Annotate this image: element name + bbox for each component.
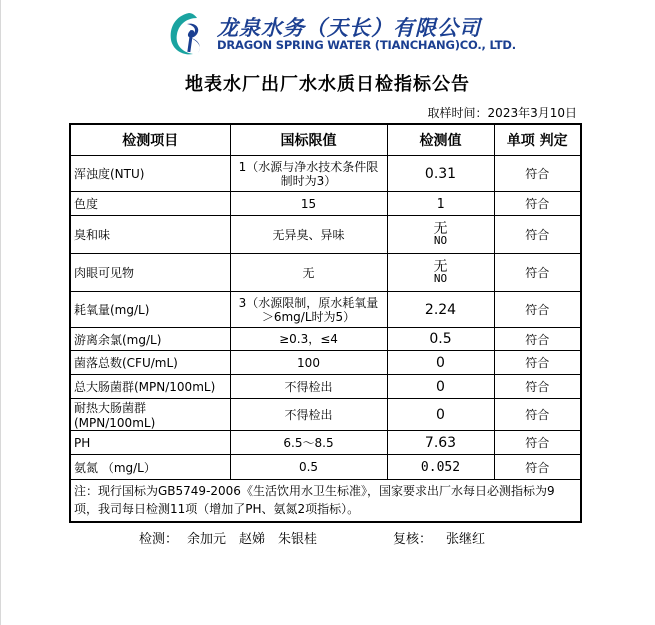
company-name-cn: 龙泉水务（天长）有限公司 bbox=[217, 16, 481, 40]
note-text: 注：现行国标为GB5749-2006《生活饮用水卫生标准》，国家要求出厂水每日必测指标为9项，我司每日检测11项（增加了PH、氨氮2项指标）。 bbox=[70, 480, 581, 522]
inspector-names: 余加元 赵娣 朱银桂 bbox=[187, 532, 318, 547]
company-name-en: DRAGON SPRING WATER (TIANCHANG)CO., LTD. bbox=[217, 38, 516, 52]
header-verdict: 单项 判定 bbox=[494, 124, 581, 156]
limit-cell: 3（水源限制，原水耗氧量＞6mg/L时为5） bbox=[230, 292, 387, 328]
table-row bbox=[70, 216, 581, 254]
table-row bbox=[70, 351, 581, 375]
item-cell: 氨氮 （mg/L） bbox=[70, 455, 230, 480]
table-row bbox=[70, 328, 581, 351]
value-cell: 0.31 bbox=[387, 156, 494, 192]
value-cell: 0.5 bbox=[387, 328, 494, 351]
value-cell bbox=[387, 455, 494, 480]
table-row bbox=[70, 455, 581, 480]
value-cell: 0 bbox=[387, 399, 494, 431]
value-cell: 0 bbox=[387, 375, 494, 399]
verdict-cell: 符合 bbox=[494, 351, 581, 375]
table-row bbox=[70, 254, 581, 292]
limit-cell: 不得检出 bbox=[230, 375, 387, 399]
value-cell bbox=[387, 216, 494, 254]
header-value: 检测值 bbox=[387, 124, 494, 156]
limit-cell: 无异臭、异味 bbox=[230, 216, 387, 254]
table-row bbox=[70, 192, 581, 216]
reviewer-name: 张继红 bbox=[446, 532, 486, 547]
table-row bbox=[70, 375, 581, 399]
value-cell: 0 bbox=[387, 351, 494, 375]
verdict-cell: 符合 bbox=[494, 375, 581, 399]
item-cell: 耗氧量(mg/L) bbox=[70, 292, 230, 328]
reviewer-label: 复核： bbox=[393, 532, 433, 547]
verdict-cell: 符合 bbox=[494, 254, 581, 292]
value-text: 无 bbox=[433, 258, 448, 275]
value-cell: 2.24 bbox=[387, 292, 494, 328]
item-cell: 浑浊度(NTU) bbox=[70, 156, 230, 192]
value-text: 0.052 bbox=[420, 460, 461, 475]
note-row bbox=[70, 480, 581, 522]
limit-cell: 不得检出 bbox=[230, 399, 387, 431]
item-cell: 臭和味 bbox=[70, 216, 230, 254]
value-text: 1 bbox=[436, 196, 445, 212]
verdict-cell: 符合 bbox=[494, 216, 581, 254]
value-cell bbox=[387, 254, 494, 292]
limit-cell: 1（水源与净水技术条件限制时为3） bbox=[230, 156, 387, 192]
item-cell: PH bbox=[70, 431, 230, 455]
header-limit: 国标限值 bbox=[230, 124, 387, 156]
value-subtext: NO bbox=[433, 271, 448, 285]
verdict-cell: 符合 bbox=[494, 328, 581, 351]
report-title: 地表水厂出厂水水质日检指标公告 bbox=[185, 74, 470, 95]
table-header-row bbox=[70, 124, 581, 156]
value-cell: 7.63 bbox=[387, 431, 494, 455]
limit-cell: 100 bbox=[230, 351, 387, 375]
dragon-spring-logo-icon bbox=[167, 10, 211, 58]
limit-cell: 6.5～8.5 bbox=[230, 431, 387, 455]
item-cell: 菌落总数(CFU/mL) bbox=[70, 351, 230, 375]
value-cell bbox=[387, 192, 494, 216]
item-cell: 肉眼可见物 bbox=[70, 254, 230, 292]
verdict-cell: 符合 bbox=[494, 455, 581, 480]
table-row bbox=[70, 399, 581, 431]
limit-cell: ≥0.3，≤4 bbox=[230, 328, 387, 351]
item-cell: 耐热大肠菌群(MPN/100mL) bbox=[70, 399, 230, 431]
water-quality-table bbox=[69, 123, 582, 523]
verdict-cell: 符合 bbox=[494, 399, 581, 431]
sample-date: 取样时间：2023年3月10日 bbox=[427, 106, 577, 120]
table-row bbox=[70, 156, 581, 192]
item-cell: 色度 bbox=[70, 192, 230, 216]
header-item: 检测项目 bbox=[70, 124, 230, 156]
item-cell: 总大肠菌群(MPN/100mL) bbox=[70, 375, 230, 399]
table-row bbox=[70, 292, 581, 328]
value-subtext: NO bbox=[433, 233, 448, 247]
item-cell: 游离余氯(mg/L) bbox=[70, 328, 230, 351]
limit-cell: 0.5 bbox=[230, 455, 387, 480]
table-row bbox=[70, 431, 581, 455]
verdict-cell: 符合 bbox=[494, 292, 581, 328]
verdict-cell: 符合 bbox=[494, 156, 581, 192]
value-text: 无 bbox=[433, 220, 448, 237]
inspector-label: 检测： bbox=[139, 532, 179, 547]
verdict-cell: 符合 bbox=[494, 192, 581, 216]
verdict-cell: 符合 bbox=[494, 431, 581, 455]
limit-cell: 无 bbox=[230, 254, 387, 292]
limit-cell: 15 bbox=[230, 192, 387, 216]
company-logo bbox=[167, 10, 516, 58]
